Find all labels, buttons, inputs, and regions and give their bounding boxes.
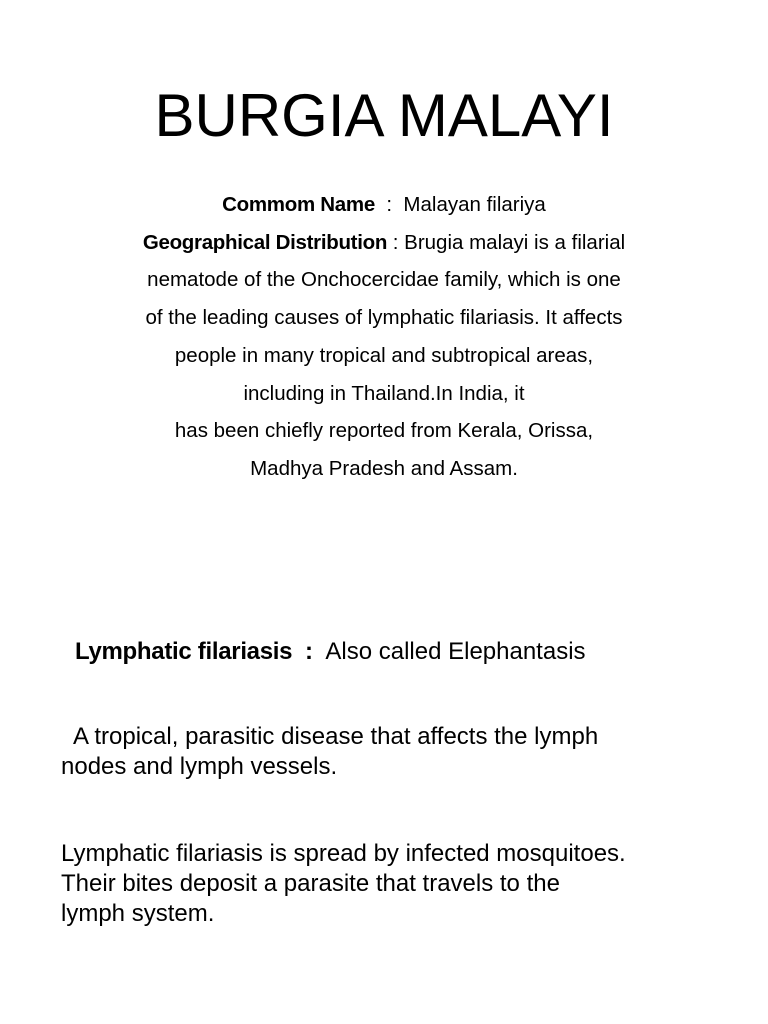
tropical-paragraph <box>61 722 741 782</box>
paragraph-line: lymph system. <box>61 900 215 927</box>
spread-paragraph <box>61 839 741 929</box>
paragraph-line: A tropical, parasitic disease that affects the lymph <box>61 723 599 750</box>
common-name-label: Commom Name <box>222 193 375 216</box>
geo-line: people in many tropical and subtropical areas, <box>174 343 594 367</box>
geo-text-first: Brugia malayi is a filarial <box>404 230 626 254</box>
paragraph-line: nodes and lymph vessels. <box>61 753 338 780</box>
paragraph-line: Lymphatic filariasis is spread by infected mosquitoes. <box>61 840 626 867</box>
info-block <box>40 186 728 488</box>
geo-line: of the leading causes of lymphatic filariasis. It affects <box>145 306 623 330</box>
geo-line-1 <box>40 224 728 262</box>
geo-label: Geographical Distribution <box>142 230 388 254</box>
geo-line: nematode of the Onchocercidae family, which is one <box>147 268 621 292</box>
lymphatic-separator: : <box>292 638 326 665</box>
common-name-value: Malayan filariya <box>403 193 546 216</box>
lymphatic-value: Also called Elephantasis <box>325 638 586 665</box>
paragraph-line: Their bites deposit a parasite that travels to the <box>61 870 560 897</box>
lymphatic-label: Lymphatic filariasis <box>75 638 293 665</box>
page-title: BURGIA MALAYI <box>154 82 614 149</box>
common-name-separator: : <box>374 193 404 216</box>
lymphatic-filariasis-heading <box>75 637 755 667</box>
geo-line: including in Thailand.In India, it <box>243 381 525 405</box>
common-name-line <box>40 186 728 224</box>
lymphatic-line <box>75 637 755 667</box>
geo-line: Madhya Pradesh and Assam. <box>250 456 518 480</box>
geo-line: has been chiefly reported from Kerala, Orissa, <box>174 419 594 443</box>
geo-separator: : <box>387 230 405 254</box>
